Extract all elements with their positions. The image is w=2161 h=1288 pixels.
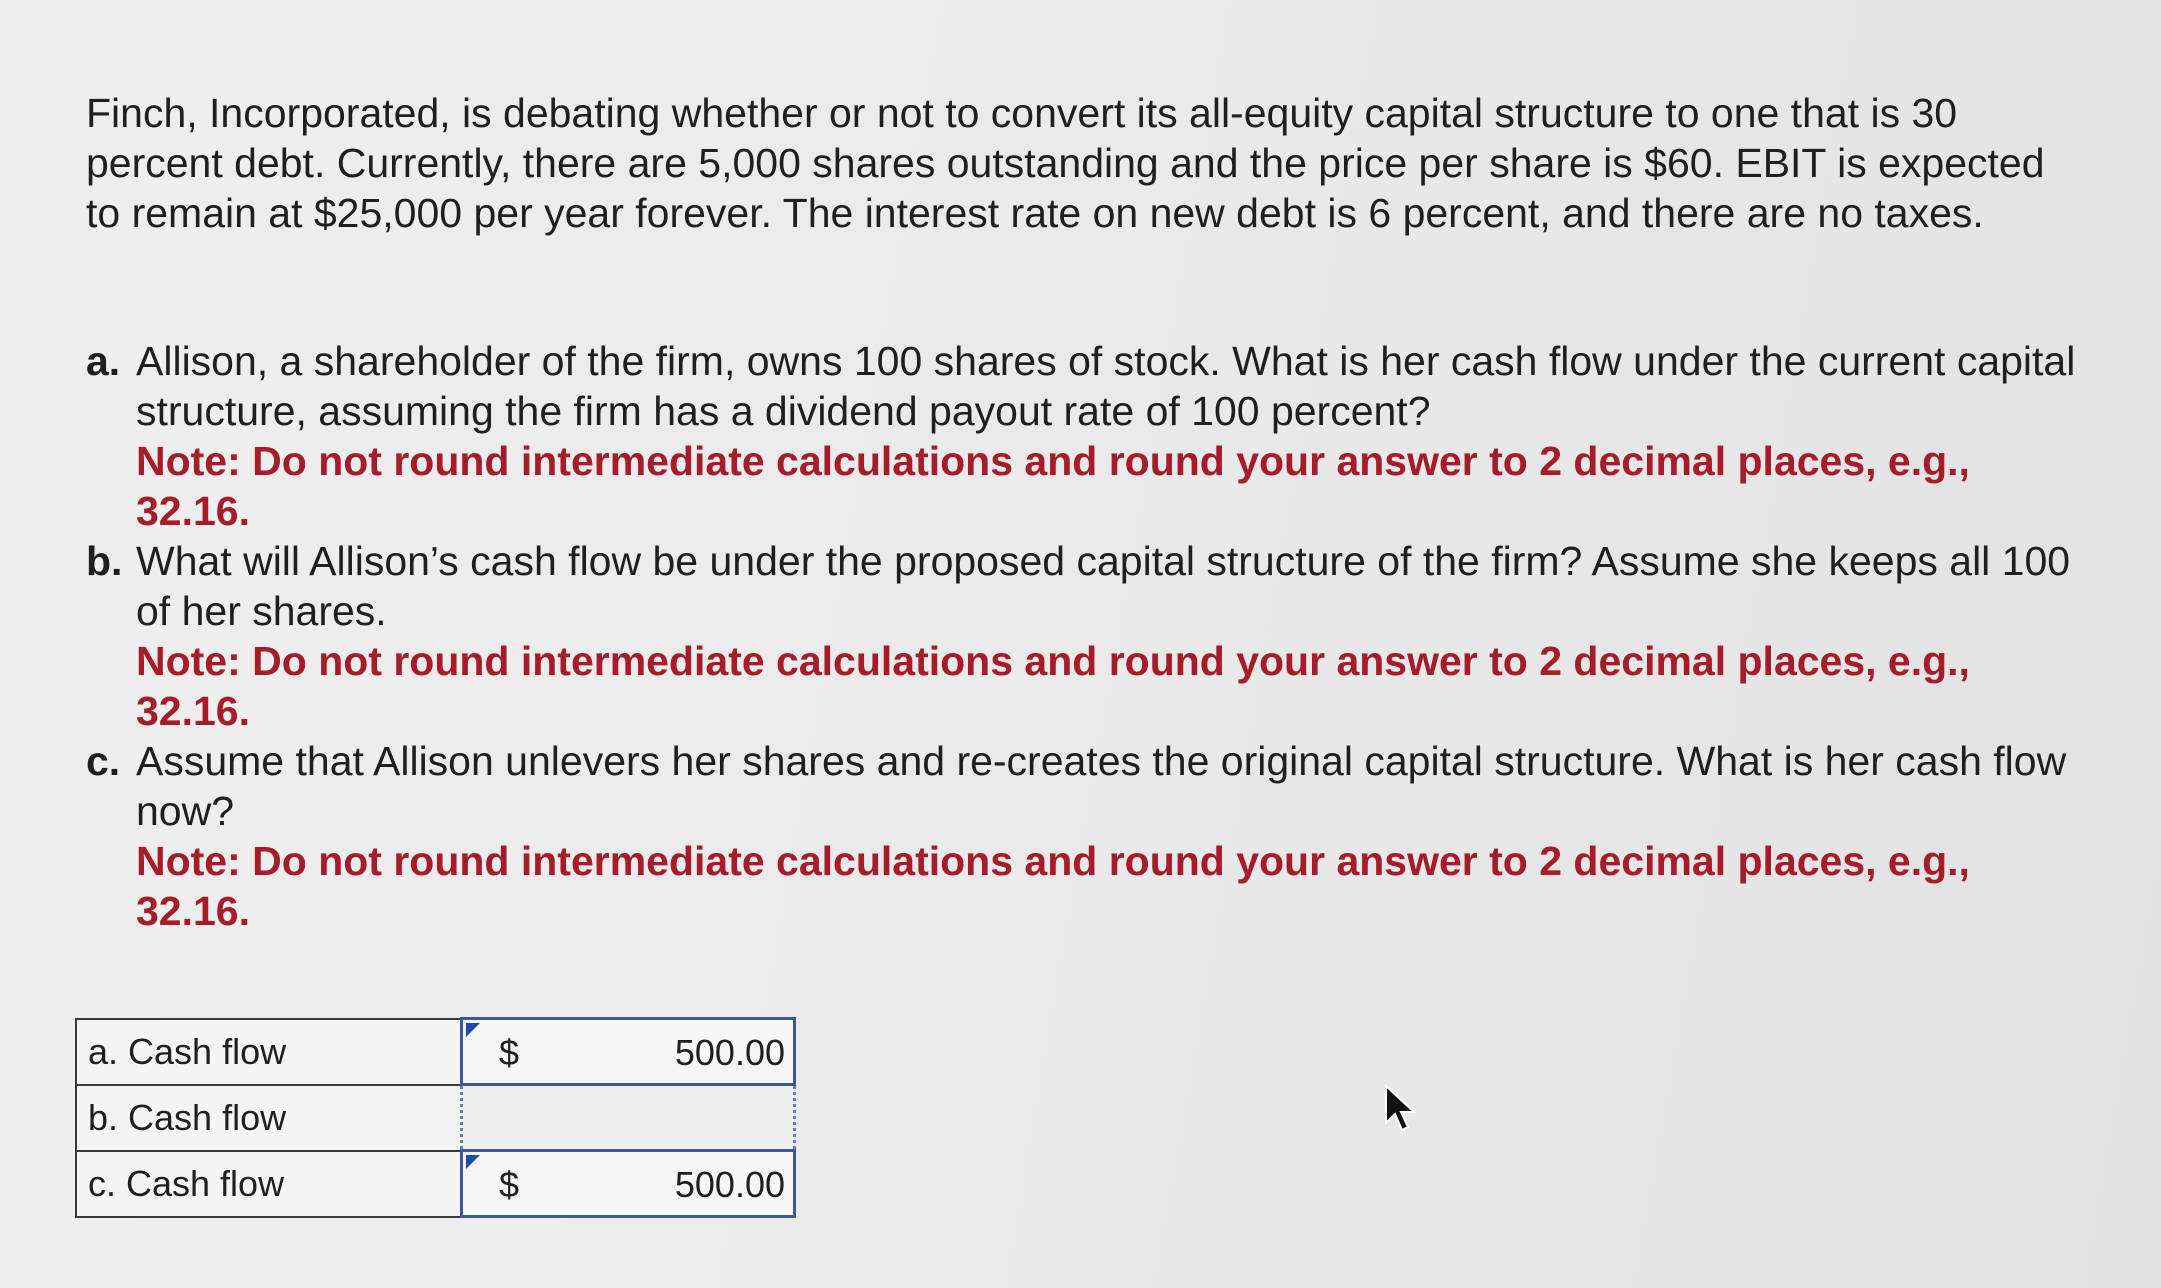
answer-table xyxy=(75,1017,796,1218)
question-text: Assume that Allison unlevers her shares and re-creates the original capital structure. What is her cash flow now? xyxy=(136,738,2067,834)
rounding-note: Note: Do not round intermediate calculations and round your answer to 2 decimal places, e.g., 32.16. xyxy=(136,638,1970,734)
answer-a-input[interactable] xyxy=(462,1019,795,1085)
question-list xyxy=(86,336,2086,936)
question-c xyxy=(86,736,2086,936)
answer-label: b. Cash flow xyxy=(76,1085,462,1151)
problem-statement: Finch, Incorporated, is debating whether or not to convert its all-equity capital structure to one that is 30 percent debt. Currently, there are 5,000 shares outstanding and the price per share is $60. EBIT is expected to remain at $25,000 per year forever. The interest rate on new debt is 6 percent, and there are no taxes. xyxy=(86,90,2045,236)
question-text: Allison, a shareholder of the firm, owns 100 shares of stock. What is her cash flow under the current capital structure, assuming the firm has a dividend payout rate of 100 percent? xyxy=(136,338,2076,434)
question-letter: b. xyxy=(86,538,123,584)
question-text: What will Allison’s cash flow be under the proposed capital structure of the firm? Assume she keeps all 100 of her shares. xyxy=(136,538,2071,634)
mouse-cursor-icon xyxy=(1383,1083,1419,1135)
rounding-note: Note: Do not round intermediate calculations and round your answer to 2 decimal places, e.g., 32.16. xyxy=(136,838,1970,934)
question-b xyxy=(86,536,2086,736)
currency-symbol: $ xyxy=(499,1032,520,1073)
table-row xyxy=(76,1085,795,1151)
table-row xyxy=(76,1019,795,1085)
answer-label: c. Cash flow xyxy=(76,1151,462,1217)
currency-symbol: $ xyxy=(499,1164,520,1205)
rounding-note: Note: Do not round intermediate calculations and round your answer to 2 decimal places, e.g., 32.16. xyxy=(136,438,1970,534)
question-a xyxy=(86,336,2086,536)
flag-icon xyxy=(466,1023,480,1037)
answer-label: a. Cash flow xyxy=(76,1019,462,1085)
table-row xyxy=(76,1151,795,1217)
answer-c-input[interactable] xyxy=(462,1151,795,1217)
question-letter: a. xyxy=(86,338,121,384)
flag-icon xyxy=(466,1155,480,1169)
answer-b-input[interactable] xyxy=(462,1085,795,1151)
answer-value: 500.00 xyxy=(674,1164,785,1205)
question-letter: c. xyxy=(86,738,121,784)
answer-value: 500.00 xyxy=(674,1032,785,1073)
